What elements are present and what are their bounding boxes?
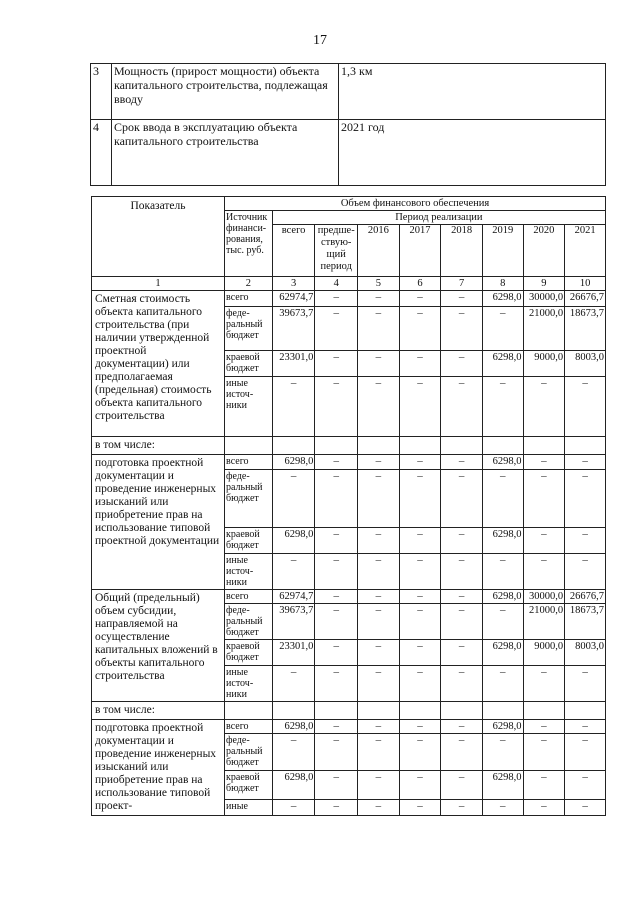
value-cell: –	[358, 528, 400, 554]
source-label: краевой бюджет	[225, 771, 273, 800]
value-cell: –	[399, 590, 441, 604]
value-cell: 62974,7	[272, 291, 315, 307]
value-cell: –	[399, 455, 441, 470]
value-cell: 30000,0	[523, 590, 565, 604]
value-cell: –	[272, 666, 315, 702]
column-number: 10	[565, 277, 606, 291]
header-year: 2016	[358, 225, 400, 277]
value-cell: 8003,0	[565, 351, 606, 377]
value-cell: –	[441, 351, 483, 377]
value-cell: –	[399, 554, 441, 590]
value-cell: –	[315, 799, 358, 815]
column-number: 4	[315, 277, 358, 291]
value-cell: 18673,7	[565, 307, 606, 351]
value-cell: –	[358, 771, 400, 800]
source-label: иные источ- ники	[225, 377, 273, 437]
value-cell: –	[315, 666, 358, 702]
value-cell: –	[399, 604, 441, 640]
value-cell: –	[565, 377, 606, 437]
value-cell: –	[399, 799, 441, 815]
value-cell: –	[565, 528, 606, 554]
value-cell: –	[441, 307, 483, 351]
column-number: 9	[523, 277, 565, 291]
row-value: 2021 год	[339, 120, 606, 186]
value-cell: –	[441, 771, 483, 800]
value-cell: –	[482, 470, 523, 528]
value-cell: –	[315, 377, 358, 437]
value-cell: –	[315, 734, 358, 771]
page-number: 17	[313, 33, 327, 48]
value-cell: –	[441, 640, 483, 666]
value-cell: 23301,0	[272, 351, 315, 377]
value-cell: 6298,0	[482, 771, 523, 800]
value-cell: –	[482, 799, 523, 815]
source-label: всего	[225, 455, 273, 470]
value-cell: –	[358, 554, 400, 590]
value-cell: –	[315, 720, 358, 734]
financing-table	[91, 196, 606, 816]
value-cell: –	[358, 307, 400, 351]
table-row	[91, 120, 606, 186]
source-label: феде- ральный бюджет	[225, 307, 273, 351]
source-label: феде- ральный бюджет	[225, 470, 273, 528]
value-cell: 8003,0	[565, 640, 606, 666]
value-cell: –	[315, 351, 358, 377]
value-cell: –	[358, 734, 400, 771]
value-cell: –	[399, 720, 441, 734]
value-cell: 39673,7	[272, 307, 315, 351]
table-row	[92, 291, 606, 307]
indicator-label: Общий (предельный) объем субсидии, направляемой на осуществление капитальных вложений в объекты капитального строительства	[92, 590, 225, 702]
value-cell: –	[565, 666, 606, 702]
value-cell: –	[441, 720, 483, 734]
value-cell: –	[523, 377, 565, 437]
source-label: всего	[225, 590, 273, 604]
value-cell: –	[482, 307, 523, 351]
indicator-label: Сметная стоимость объекта капитального строительства (при наличии утвержденной проектной документации) или предполагаемая (предельная) стоимость объекта капитального строительства	[92, 291, 225, 437]
value-cell: –	[441, 554, 483, 590]
header-year: 2017	[399, 225, 441, 277]
header-year: 2021	[565, 225, 606, 277]
value-cell: –	[399, 734, 441, 771]
value-cell: –	[315, 455, 358, 470]
source-label: краевой бюджет	[225, 640, 273, 666]
value-cell: –	[315, 291, 358, 307]
value-cell: –	[523, 720, 565, 734]
value-cell: 26676,7	[565, 291, 606, 307]
value-cell: –	[441, 799, 483, 815]
table-row	[92, 702, 606, 720]
column-number: 7	[441, 277, 483, 291]
value-cell: –	[565, 455, 606, 470]
value-cell: 18673,7	[565, 604, 606, 640]
value-cell: –	[399, 307, 441, 351]
column-number: 1	[92, 277, 225, 291]
header-year: 2020	[523, 225, 565, 277]
value-cell: 6298,0	[482, 590, 523, 604]
value-cell: –	[315, 528, 358, 554]
source-label: иные	[225, 799, 273, 815]
value-cell: –	[565, 720, 606, 734]
table-row	[92, 437, 606, 455]
indicator-label: подготовка проектной документации и проведение инженерных изысканий или приобретение прав на использование типовой проект-	[92, 720, 225, 816]
value-cell: –	[565, 554, 606, 590]
value-cell: –	[315, 590, 358, 604]
value-cell: –	[441, 377, 483, 437]
value-cell: 6298,0	[272, 771, 315, 800]
row-number: 3	[91, 64, 112, 120]
value-cell: –	[523, 528, 565, 554]
value-cell: –	[441, 590, 483, 604]
value-cell: –	[482, 377, 523, 437]
value-cell: –	[358, 799, 400, 815]
column-number: 5	[358, 277, 400, 291]
column-number: 3	[272, 277, 315, 291]
value-cell: –	[565, 470, 606, 528]
value-cell: –	[399, 771, 441, 800]
value-cell: –	[358, 470, 400, 528]
value-cell: –	[272, 799, 315, 815]
value-cell: –	[441, 470, 483, 528]
header-year: 2019	[482, 225, 523, 277]
value-cell: –	[358, 720, 400, 734]
value-cell: –	[315, 470, 358, 528]
value-cell: –	[482, 734, 523, 771]
value-cell: –	[315, 604, 358, 640]
header-prev-period: предше- ствую- щий период	[315, 225, 358, 277]
header-indicator: Показатель	[92, 197, 225, 277]
source-label: всего	[225, 720, 273, 734]
value-cell: 6298,0	[482, 720, 523, 734]
column-number: 6	[399, 277, 441, 291]
table-row	[92, 720, 606, 734]
value-cell: 6298,0	[482, 640, 523, 666]
value-cell: –	[358, 351, 400, 377]
value-cell: –	[358, 590, 400, 604]
value-cell: –	[523, 455, 565, 470]
source-label: иные источ- ники	[225, 554, 273, 590]
value-cell: 6298,0	[482, 291, 523, 307]
value-cell: –	[358, 666, 400, 702]
table-row	[92, 590, 606, 604]
value-cell: –	[441, 734, 483, 771]
value-cell: 30000,0	[523, 291, 565, 307]
value-cell: 6298,0	[272, 720, 315, 734]
value-cell: –	[358, 377, 400, 437]
value-cell: –	[482, 604, 523, 640]
row-label: Мощность (прирост мощности) объекта капитального строительства, подлежащая вводу	[112, 64, 339, 120]
value-cell: 6298,0	[272, 528, 315, 554]
value-cell: –	[272, 470, 315, 528]
value-cell: –	[399, 377, 441, 437]
header-financing: Объем финансового обеспечения	[225, 197, 606, 211]
value-cell: 9000,0	[523, 351, 565, 377]
value-cell: –	[441, 528, 483, 554]
value-cell: –	[441, 666, 483, 702]
value-cell: –	[523, 799, 565, 815]
value-cell: –	[399, 666, 441, 702]
table-row	[92, 455, 606, 470]
value-cell: 6298,0	[482, 351, 523, 377]
value-cell: –	[523, 470, 565, 528]
value-cell: –	[315, 554, 358, 590]
value-cell: –	[315, 640, 358, 666]
source-label: краевой бюджет	[225, 351, 273, 377]
value-cell: 21000,0	[523, 307, 565, 351]
value-cell: –	[565, 771, 606, 800]
source-label: краевой бюджет	[225, 528, 273, 554]
value-cell: –	[272, 734, 315, 771]
value-cell: –	[565, 799, 606, 815]
value-cell: 6298,0	[482, 528, 523, 554]
object-info-table	[90, 63, 606, 186]
value-cell: –	[441, 455, 483, 470]
value-cell: 62974,7	[272, 590, 315, 604]
value-cell: –	[358, 291, 400, 307]
value-cell: –	[523, 734, 565, 771]
value-cell: –	[315, 307, 358, 351]
value-cell: 23301,0	[272, 640, 315, 666]
column-number: 8	[482, 277, 523, 291]
value-cell: –	[399, 640, 441, 666]
value-cell: –	[399, 528, 441, 554]
value-cell: 6298,0	[272, 455, 315, 470]
table-row	[91, 64, 606, 120]
value-cell: 6298,0	[482, 455, 523, 470]
value-cell: –	[482, 554, 523, 590]
value-cell: –	[565, 734, 606, 771]
header-year: 2018	[441, 225, 483, 277]
value-cell: –	[358, 604, 400, 640]
source-label: всего	[225, 291, 273, 307]
header-total: всего	[272, 225, 315, 277]
value-cell: –	[523, 771, 565, 800]
including-label: в том числе:	[92, 702, 225, 720]
source-label: феде- ральный бюджет	[225, 734, 273, 771]
header-source: Источник финанси- рования, тыс. руб.	[225, 211, 273, 277]
value-cell: –	[399, 470, 441, 528]
source-label: иные источ- ники	[225, 666, 273, 702]
including-label: в том числе:	[92, 437, 225, 455]
value-cell: –	[272, 554, 315, 590]
value-cell: 26676,7	[565, 590, 606, 604]
indicator-label: подготовка проектной документации и проведение инженерных изысканий или приобретение прав на использование типовой проектной документации	[92, 455, 225, 590]
column-number: 2	[225, 277, 273, 291]
value-cell: –	[523, 554, 565, 590]
row-value: 1,3 км	[339, 64, 606, 120]
value-cell: –	[272, 377, 315, 437]
value-cell: 39673,7	[272, 604, 315, 640]
header-period: Период реализации	[272, 211, 605, 225]
row-number: 4	[91, 120, 112, 186]
value-cell: –	[399, 351, 441, 377]
value-cell: 9000,0	[523, 640, 565, 666]
value-cell: –	[358, 640, 400, 666]
value-cell: –	[358, 455, 400, 470]
source-label: феде- ральный бюджет	[225, 604, 273, 640]
value-cell: –	[441, 604, 483, 640]
value-cell: –	[523, 666, 565, 702]
value-cell: –	[482, 666, 523, 702]
value-cell: –	[441, 291, 483, 307]
value-cell: –	[315, 771, 358, 800]
value-cell: –	[399, 291, 441, 307]
row-label: Срок ввода в эксплуатацию объекта капитального строительства	[112, 120, 339, 186]
value-cell: 21000,0	[523, 604, 565, 640]
